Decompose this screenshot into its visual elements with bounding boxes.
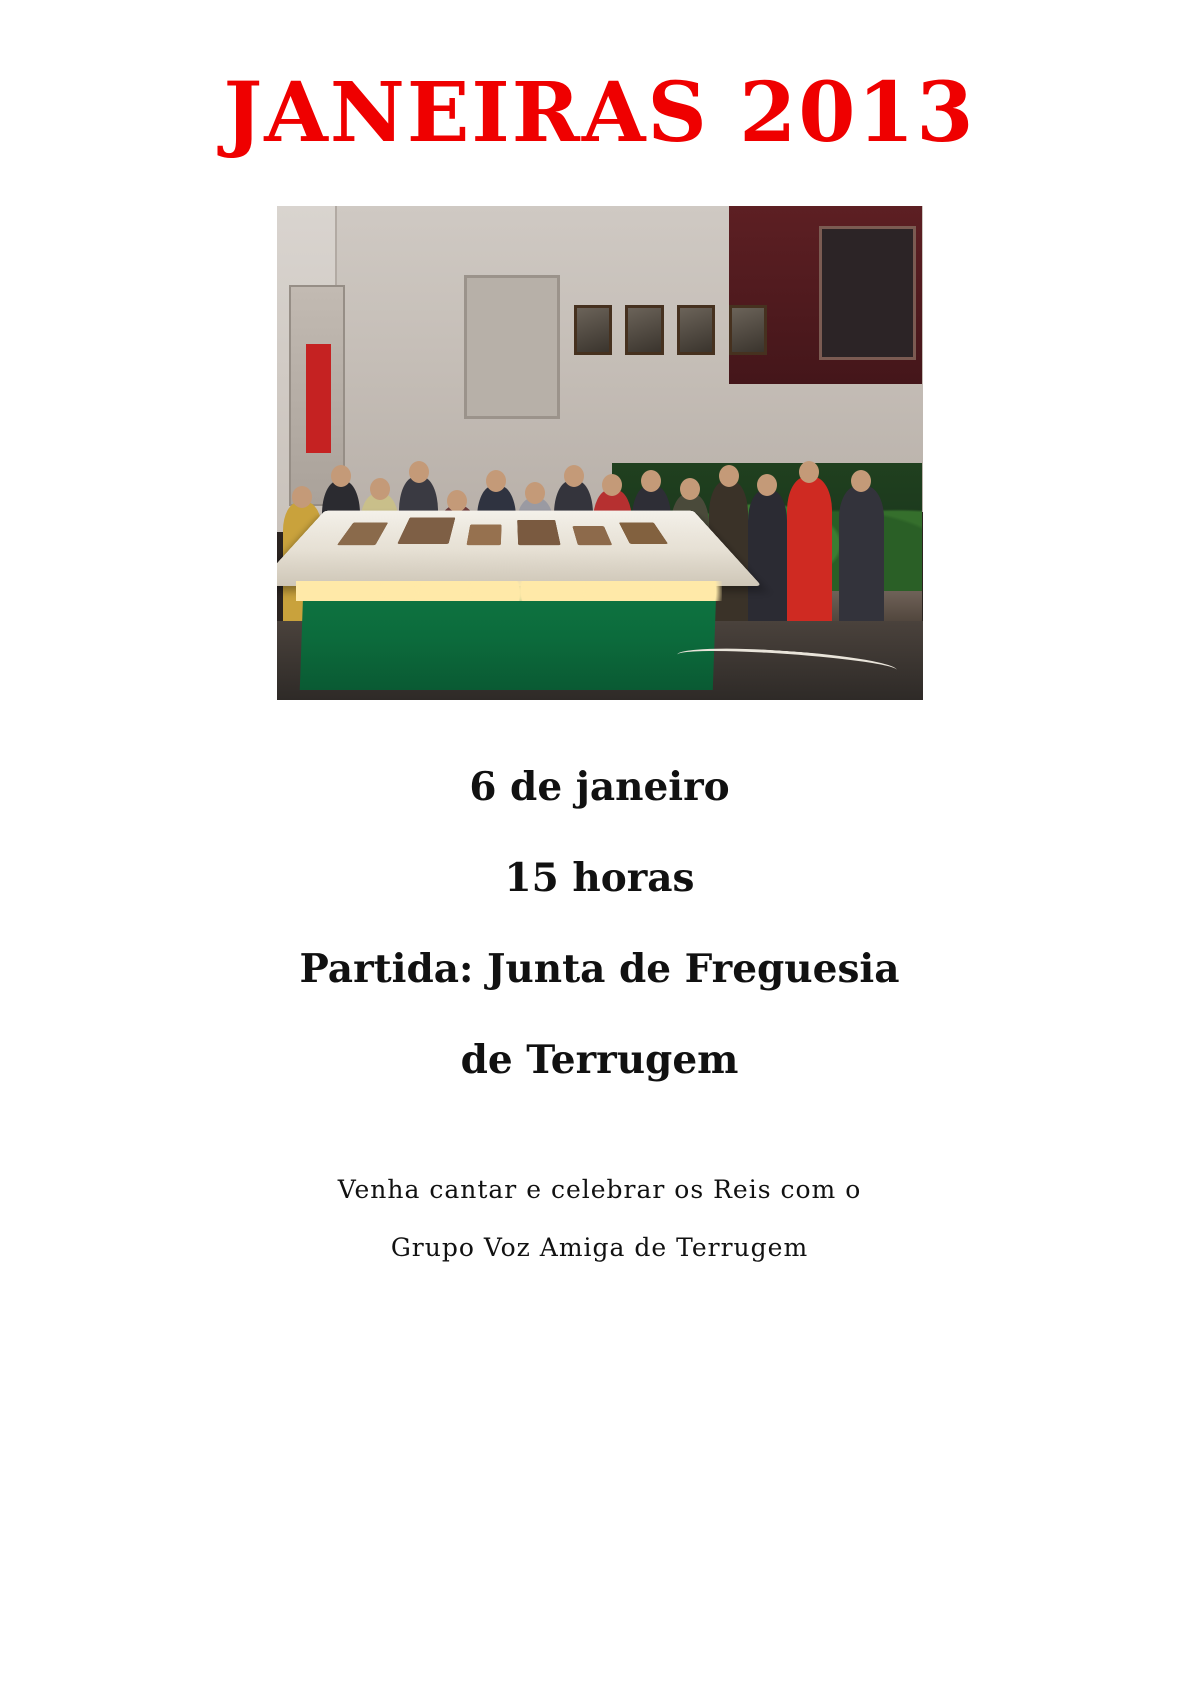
event-time: 15 horas	[504, 855, 695, 901]
page-title: JANEIRAS 2013	[223, 65, 976, 161]
photo-person	[748, 490, 787, 631]
photo-nativity-model	[277, 510, 762, 585]
photo-wall-portrait	[625, 305, 663, 355]
photo-wall-portrait	[729, 305, 767, 355]
photo-person	[839, 486, 884, 631]
event-date: 6 de janeiro	[469, 764, 730, 810]
photo-wall-portrait	[574, 305, 612, 355]
footer-invitation-line1: Venha cantar e celebrar os Reis com o	[337, 1175, 862, 1204]
photo-string-lights	[296, 581, 722, 601]
event-details	[0, 764, 1199, 1083]
poster-footer	[0, 1176, 1199, 1261]
photo-wall-portrait	[677, 305, 715, 355]
photo-person	[787, 477, 832, 631]
footer-group-name: Grupo Voz Amiga de Terrugem	[390, 1232, 809, 1262]
photo-framed-dark-panel	[819, 226, 915, 360]
event-start-location-line2: de Terrugem	[460, 1037, 739, 1083]
event-start-location-line1: Partida: Junta de Freguesia	[299, 946, 900, 992]
nativity-scene-photo	[277, 206, 923, 700]
photo-door-frame	[464, 275, 560, 419]
